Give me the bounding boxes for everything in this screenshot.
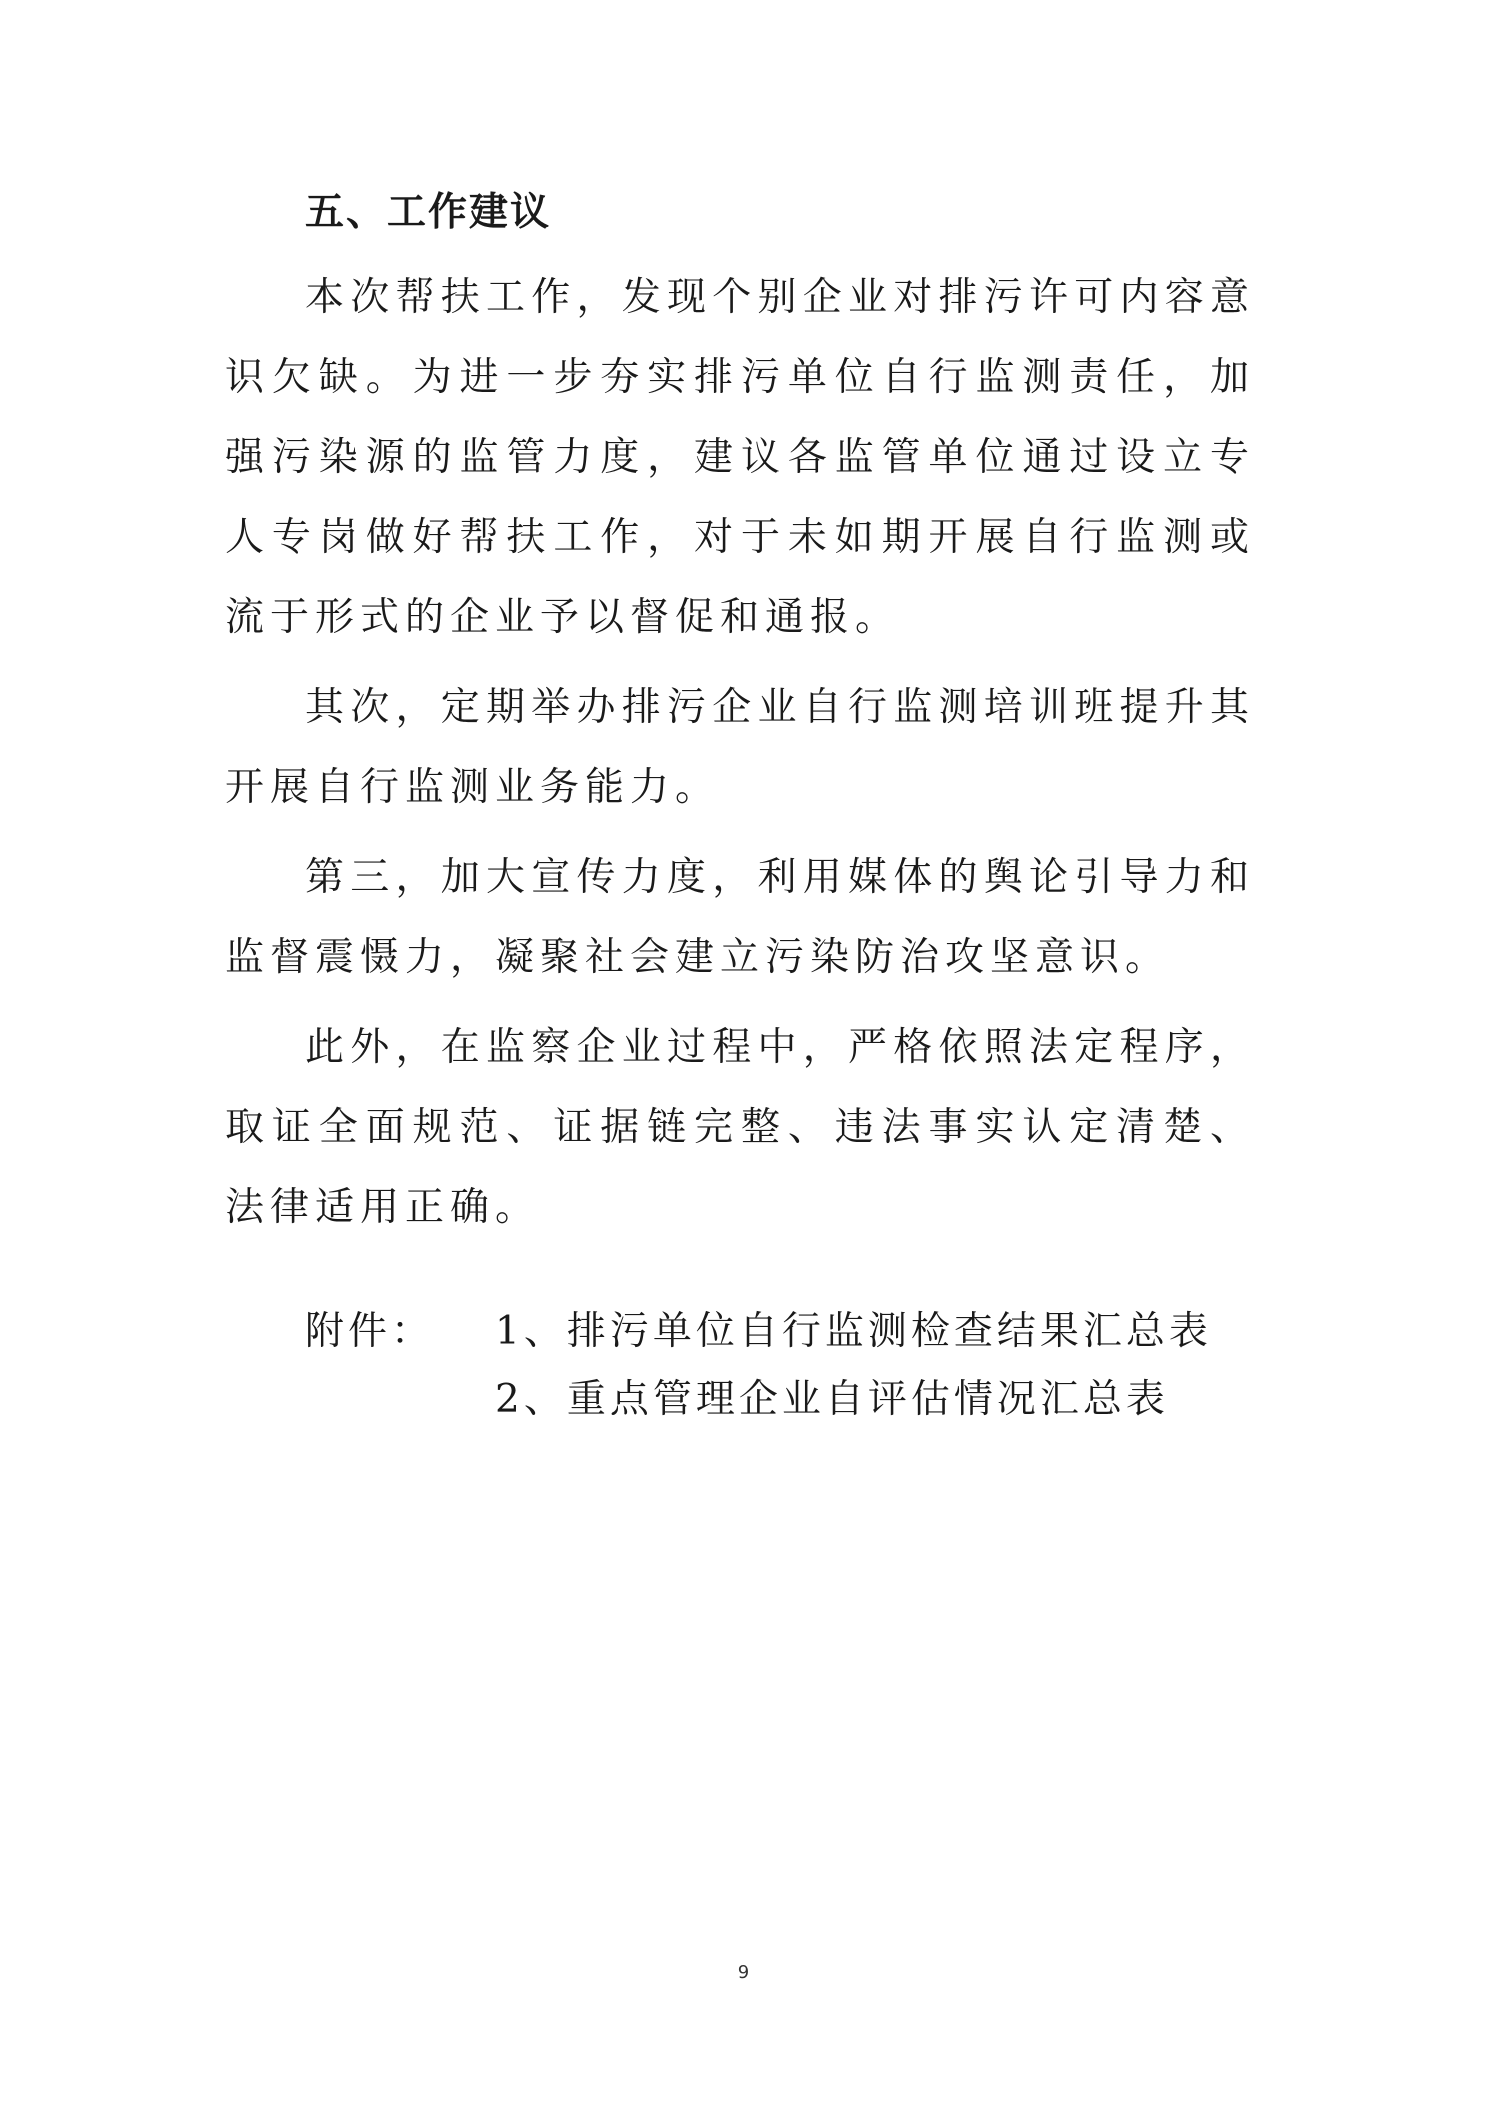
document-body xyxy=(225,188,1255,1434)
attachments-label: 附件： xyxy=(305,1309,435,1354)
section-heading: 五、工作建议 xyxy=(305,190,552,235)
attachment-indent xyxy=(225,1366,495,1434)
attachments-list xyxy=(225,1298,1255,1434)
paragraph-1: 本次帮扶工作，发现个别企业对排污许可内容意识欠缺。为进一步夯实排污单位自行监测责任，加强污染源的监管力度，建议各监管单位通过设立专人专岗做好帮扶工作，对于未如期开展自行监测或流于形式的企业予以督促和通报。 xyxy=(225,275,1255,640)
attachment-row-1 xyxy=(225,1298,1255,1366)
attachment-item: 2、重点管理企业自评估情况汇总表 xyxy=(495,1377,1169,1422)
paragraph-4: 此外，在监察企业过程中，严格依照法定程序，取证全面规范、证据链完整、违法事实认定清楚、法律适用正确。 xyxy=(225,1025,1255,1230)
attachment-row-2 xyxy=(225,1366,1255,1434)
attachment-item: 1、排污单位自行监测检查结果汇总表 xyxy=(495,1309,1212,1354)
paragraph-3: 第三，加大宣传力度，利用媒体的舆论引导力和监督震慑力，凝聚社会建立污染防治攻坚意识。 xyxy=(225,855,1255,980)
page-number: 9 xyxy=(737,1962,750,1983)
paragraph-2: 其次，定期举办排污企业自行监测培训班提升其开展自行监测业务能力。 xyxy=(225,685,1255,810)
